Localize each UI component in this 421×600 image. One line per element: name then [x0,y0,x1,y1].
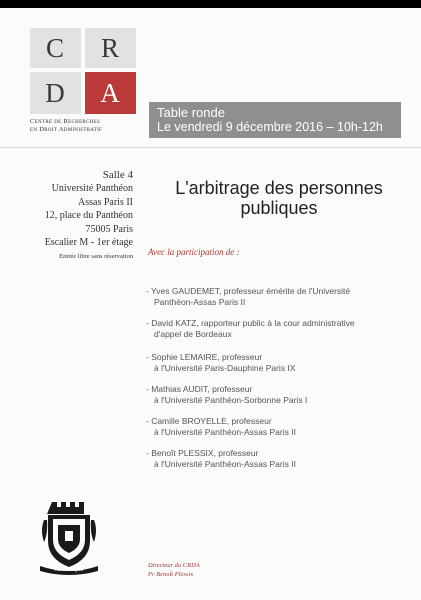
venue-note: Entrée libre sans réservation [59,252,133,260]
list-item [146,352,408,374]
speaker-affiliation: d'appel de Bordeaux [154,329,232,339]
logo-grid [30,28,136,114]
list-item [146,384,408,406]
logo-caption-line1: Centre de Recherches [30,118,101,125]
venue-line: Université Panthéon [51,183,133,194]
event-datetime: Le vendredi 9 décembre 2016 – 10h-12h [157,120,383,134]
poster-sheet [0,8,421,600]
speaker-name: - Mathias AUDIT, professeur [146,384,253,394]
list-item [146,448,408,470]
university-crest-icon [38,498,100,576]
director-name: Pr Benoît Plessix [148,571,194,578]
speaker-affiliation: Panthéon-Assas Paris II [154,297,246,307]
speaker-affiliation: à l'Université Paris-Dauphine Paris IX [154,363,296,373]
event-type: Table ronde [157,105,225,120]
venue-line: Escalier M - 1er étage [44,237,133,248]
speaker-name: - Camille BROYELLE, professeur [146,416,272,426]
logo-caption-line2: en Droit Administratif [30,126,103,133]
speaker-name: - Benoît PLESSIX, professeur [146,448,259,458]
list-item [146,416,408,438]
venue-line: 75005 Paris [85,223,133,235]
speaker-name: - David KATZ, rapporteur public à la cour administrative [146,318,355,328]
header-divider [0,147,421,148]
director-block [148,561,200,579]
list-item [146,318,408,340]
title-line2: publiques [240,198,318,218]
crda-logo [30,28,136,134]
venue-line: Assas Paris II [78,196,133,208]
list-item [146,286,408,308]
speaker-affiliation: à l'Université Panthéon-Assas Paris II [154,427,296,437]
logo-tile-c: C [30,28,81,68]
venue-line: 12, place du Panthéon [44,210,133,221]
speaker-affiliation: à l'Université Panthéon-Sorbonne Paris I [154,395,308,405]
participation-label: Avec la participation de : [148,247,240,257]
venue-room: Salle 4 [102,169,133,181]
speaker-name: - Yves GAUDEMET, professeur émérite de l'Université [146,286,351,296]
event-banner [149,102,401,138]
logo-tile-d: D [30,72,81,114]
logo-tile-a: A [85,72,136,114]
speaker-affiliation: à l'Université Panthéon-Assas Paris II [154,459,296,469]
crest-motto: Juvat Cujas [54,567,84,573]
logo-tile-r: R [85,28,136,68]
logo-caption [30,118,136,134]
speaker-list [146,286,408,480]
director-title: Directeur du CRDA [148,562,200,569]
speaker-name: - Sophie LEMAIRE, professeur [146,352,263,362]
page-title [148,178,410,218]
venue-block [16,168,133,260]
title-line1: L'arbitrage des personnes [175,178,383,198]
